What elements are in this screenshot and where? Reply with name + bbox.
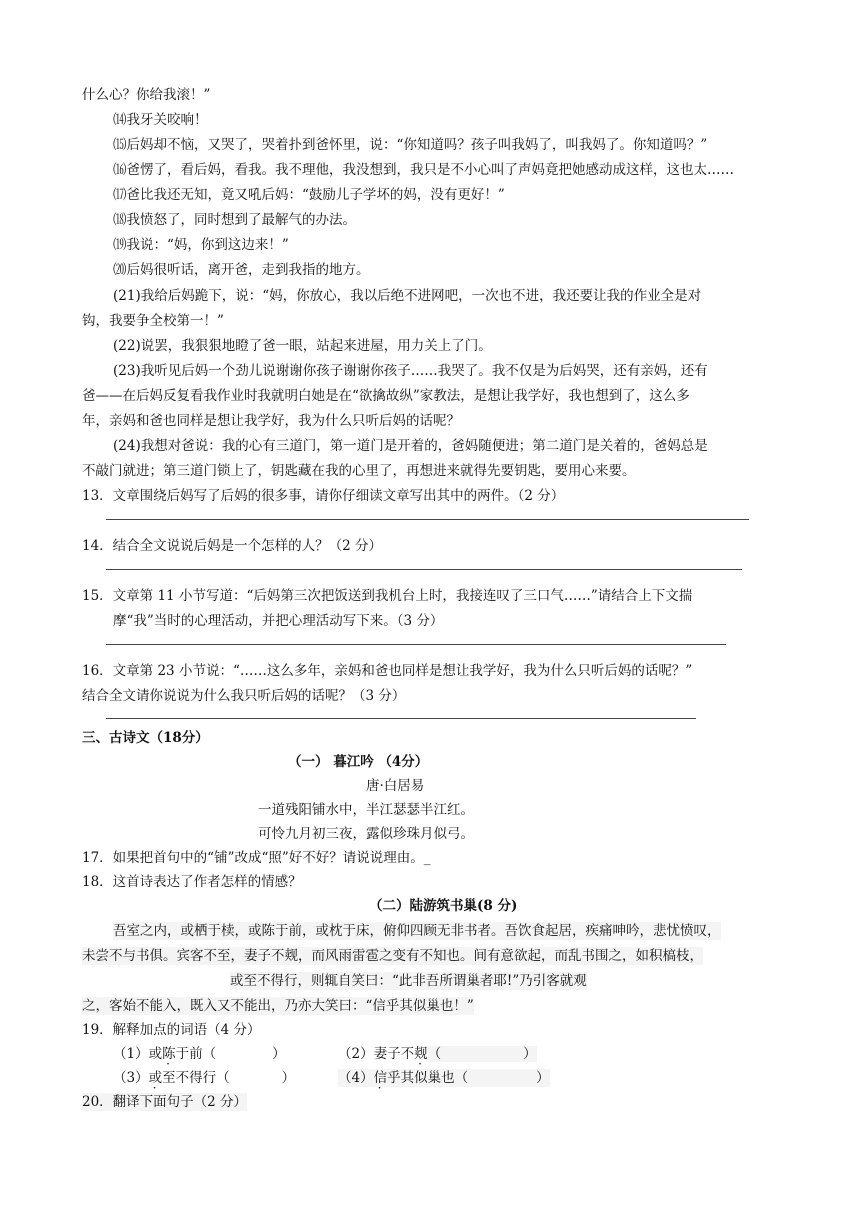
q19-item-1 (113, 1045, 286, 1063)
dotted-character: 觌 (414, 1046, 428, 1062)
dotted-character: 信 (373, 1070, 388, 1086)
q19-item-4 (338, 1069, 550, 1087)
question-20: 20．翻译下面句子（2 分） (82, 1094, 248, 1110)
item-text: 于前（ (175, 1046, 217, 1062)
paragraph-24: (24)我想对爸说：我的心有三道门，第一道门是开着的，爸妈随便进；第二道门是关着的，爸妈总是 (113, 438, 708, 454)
question-13: 13．文章围绕后妈写了后妈的很多事，请你仔细读文章写出其中的两件。（2 分） (82, 488, 565, 504)
paragraph-16: ⒃爸愣了，看后妈，看我。我不理他，我没想到，我只是不小心叫了声妈竟把她感动成这样，这也太…… (113, 162, 734, 178)
q19-item-3 (113, 1069, 295, 1087)
answer-line-15[interactable] (106, 644, 726, 645)
item-text: 乎其似巢也（ (387, 1070, 469, 1086)
passage-line: 什么心？你给我滚！” (82, 87, 211, 103)
question-17: 17．如果把首句中的“铺”改成“照”好不好？请说说理由。_ (82, 850, 431, 866)
prose-title: （二）陆游筑书巢(8 分) (369, 898, 518, 914)
question-15: 15．文章第 11 小节写道：“后妈第三次把饭送到我机台上时，我接连叹了三口气……”请结合上下文揣 (82, 588, 693, 604)
close-paren: ） (281, 1070, 296, 1086)
poem-title: （一） 暮江吟 （4分） (288, 754, 429, 770)
paragraph-14: ⒁我牙关咬响！ (113, 112, 208, 128)
paragraph-22: (22)说罢，我狠狠地瞪了爸一眼，站起来进屋，用力关上了门。 (113, 338, 492, 354)
paragraph-23-cont: 年，亲妈和爸也同样是想让我学好，我为什么只听后妈的话呢？ (82, 413, 460, 429)
dotted-character: 或 (148, 1070, 163, 1086)
prose-line: 吾室之内，或栖于椟，或陈于前，或枕于床，俯仰四顾无非书者。吾饮食起居，疾痛呻吟，悲忧愤叹， (113, 923, 721, 939)
paragraph-24-cont: 不敲门就进；第三道门锁上了，钥匙藏在我的心里了，再想进来就得先要钥匙，要用心来要。 (82, 463, 636, 479)
poem-line: 一道残阳铺水中，半江瑟瑟半江红。 (258, 802, 474, 818)
answer-line-13[interactable] (106, 519, 749, 520)
prose-line: 或至不得行，则辄自笑曰：“此非吾所谓巢者耶!”乃引客就观 (230, 973, 587, 989)
q19-item-2 (338, 1045, 537, 1063)
question-18: 18．这首诗表达了作者怎样的情感？ (82, 874, 302, 890)
prose-line: 之，客始不能入，既入又不能出，乃亦大笑曰：“信乎其似巢也！” (82, 998, 474, 1014)
poem-author: 唐·白居易 (366, 778, 425, 794)
question-16-cont: 结合全文请你说说为什么我只听后妈的话呢？（3 分） (82, 688, 406, 704)
poem-line: 可怜九月初三夜，露似珍珠月似弓。 (258, 826, 474, 842)
close-paren: ） (536, 1070, 550, 1086)
close-paren: ） (272, 1046, 286, 1062)
item-text: （1）或 (113, 1046, 163, 1062)
item-text: （3） (113, 1070, 149, 1086)
paragraph-23-cont: 爸——在后妈反复看我作业时我就明白她是在“欲擒故纵”家教法，是想让我学好，我也想到了，这么多 (82, 388, 690, 404)
paragraph-21: (21)我给后妈跪下，说：“妈，你放心，我以后绝不进网吧，一次也不进，我还要让我的作业全是对 (113, 288, 702, 304)
paragraph-17: ⒄爸比我还无知，竟又吼后妈：“鼓励儿子学坏的妈，没有更好！” (113, 187, 505, 203)
item-text: （2）妻子不 (338, 1046, 415, 1062)
section-heading: 三、古诗文（18分） (82, 730, 209, 746)
item-text: （ (427, 1046, 442, 1062)
paragraph-23: (23)我听见后妈一个劲儿说谢谢你孩子谢谢你孩子……我哭了。我不仅是为后妈哭，还有亲妈，还有 (113, 363, 708, 379)
question-16: 16．文章第 23 小节说：“……这么多年，亲妈和爸也同样是想让我学好，我为什么只听后妈的话呢？” (82, 663, 693, 679)
question-19: 19．解释加点的词语（4 分） (82, 1022, 261, 1038)
prose-line: 未尝不与书俱。宾客不至，妻子不觌，而风雨雷雹之变有不知也。间有意欲起，而乱书围之，如积槁枝， (82, 948, 703, 964)
paragraph-19: ⒆我说：“妈，你到这边来！” (113, 237, 289, 253)
item-text: （4） (338, 1070, 374, 1086)
paragraph-21-cont: 钩，我要争全校第一！” (82, 313, 224, 329)
paragraph-20: ⒇后妈很听话，离开爸，走到我指的地方。 (113, 262, 370, 278)
dotted-character: 陈 (162, 1046, 176, 1062)
paragraph-15: ⒂后妈却不恼，又哭了，哭着扑到爸怀里，说：“你知道吗？孩子叫我妈了，叫我妈了。你知道吗？” (113, 137, 708, 153)
answer-line-16[interactable] (106, 718, 696, 719)
paragraph-18: ⒅我愤怒了，同时想到了最解气的办法。 (113, 212, 356, 228)
question-14: 14．结合全文说说后妈是一个怎样的人？（2 分） (82, 538, 383, 554)
close-paren: ） (523, 1046, 537, 1062)
item-text: 至不得行（ (162, 1070, 230, 1086)
answer-line-14[interactable] (106, 569, 742, 570)
question-15-cont: 摩“我”当时的心理活动，并把心理活动写下来。（3 分） (113, 613, 444, 629)
